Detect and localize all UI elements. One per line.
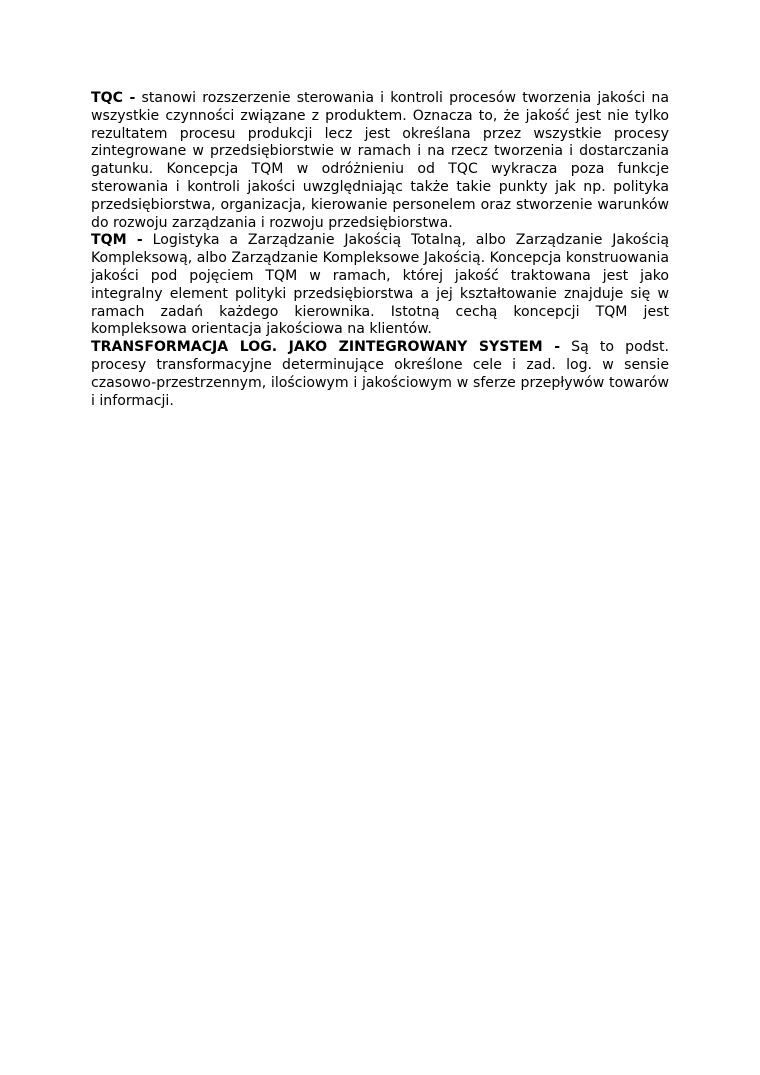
definition-transformacja: Są to podst. procesy transformacyjne determinujące określone cele i zad. log. w sensie czasowo-przestrzennym, ilościowym i jakościowym w sferze przepływów towarów i informacji. bbox=[91, 339, 669, 409]
paragraph-transformacja bbox=[91, 339, 669, 410]
definition-tqm: Logistyka a Zarządzanie Jakością Totalną, albo Zarządzanie Jakością Kompleksową, albo Zarządzanie Kompleksowe Jakością. Koncepcja konstruowania jakości pod pojęciem TQM w ramach, której jakość traktowana jest jako integralny element polityki przedsiębiorstwa a jej kształtowanie znajduje się w ramach zadań każdego kierownika. Istotną cechą koncepcji TQM jest kompleksowa orientacja jakościowa na klientów. bbox=[91, 232, 669, 338]
paragraph-tqm bbox=[91, 232, 669, 339]
term-tqc: TQC - bbox=[91, 90, 136, 106]
document-body bbox=[91, 90, 669, 410]
term-tqm: TQM - bbox=[91, 232, 143, 249]
paragraph-tqc bbox=[91, 90, 669, 232]
definition-tqc: stanowi rozszerzenie sterowania i kontroli procesów tworzenia jakości na wszystkie czynności związane z produktem. Oznacza to, że jakość jest nie tylko rezultatem procesu produkcji lecz jest określana przez wszystkie procesy zintegrowane w przedsiębiorstwie w ramach i na rzecz tworzenia i dostarczania gatunku. Koncepcja TQM w odróżnieniu od TQC wykracza poza funkcje sterowania i kontroli jakości uwzględniając także takie punkty jak np. polityka przedsiębiorstwa, organizacja, kierowanie personelem oraz stworzenie warunków do rozwoju zarządzania i rozwoju przedsiębiorstwa. bbox=[91, 90, 669, 231]
term-transformacja: TRANSFORMACJA LOG. JAKO ZINTEGROWANY SYSTEM - bbox=[91, 339, 561, 356]
